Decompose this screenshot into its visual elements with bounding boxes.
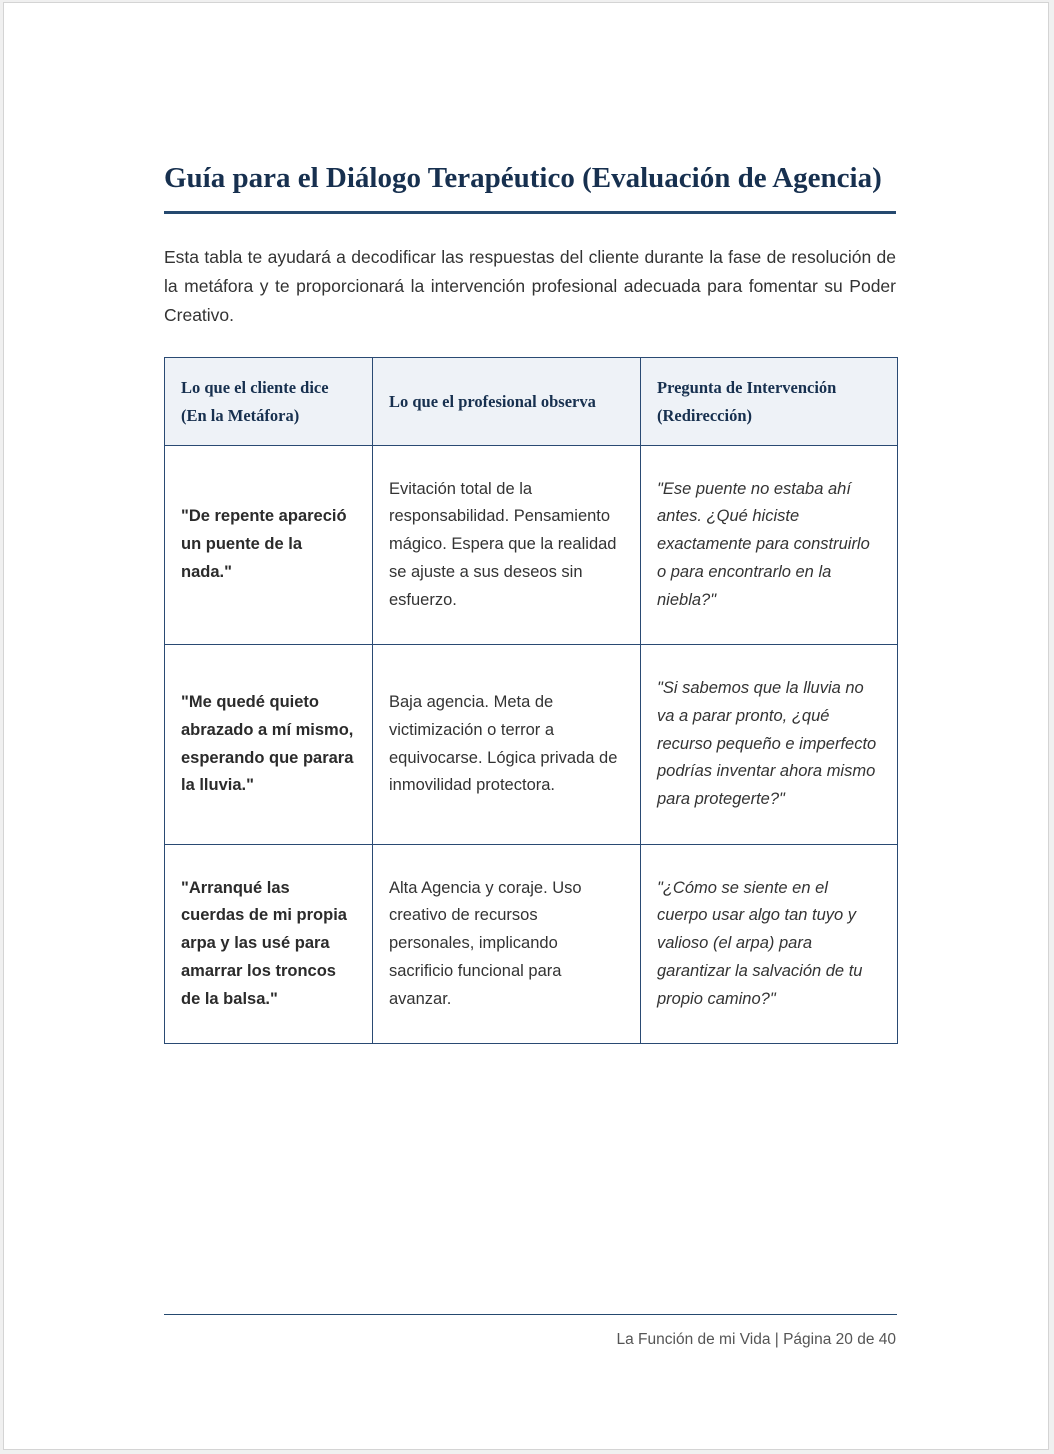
page-content xyxy=(164,157,896,1044)
page-footer: La Función de mi Vida | Página 20 de 40 xyxy=(616,1331,896,1348)
page-title: Guía para el Diálogo Terapéutico (Evaluación de Agencia) xyxy=(164,157,896,214)
professional-observes-cell: Alta Agencia y coraje. Uso creativo de recursos personales, implicando sacrificio funcional para avanzar. xyxy=(373,845,641,1044)
intro-paragraph: Esta tabla te ayudará a decodificar las respuestas del cliente durante la fase de resolución de la metáfora y te proporcionará la intervención profesional adecuada para fomentar su Poder Creativo. xyxy=(164,247,896,325)
header-intervention-question: Pregunta de Intervención (Redirección) xyxy=(641,358,898,446)
intervention-question-cell: "¿Cómo se siente en el cuerpo usar algo tan tuyo y valioso (el arpa) para garantizar la salvación de tu propio camino?" xyxy=(641,845,898,1044)
client-says-cell: "Me quedé quieto abrazado a mí mismo, esperando que parara la lluvia." xyxy=(165,645,373,845)
professional-observes-cell: Baja agencia. Meta de victimización o terror a equivocarse. Lógica privada de inmovilidad protectora. xyxy=(373,645,641,845)
table-header-row xyxy=(165,358,898,446)
intervention-question-cell: "Ese puente no estaba ahí antes. ¿Qué hiciste exactamente para construirlo o para encontrarlo en la niebla?" xyxy=(641,446,898,645)
footer-divider xyxy=(164,1314,897,1315)
header-client-says: Lo que el cliente dice (En la Metáfora) xyxy=(165,358,373,446)
intervention-question-cell: "Si sabemos que la lluvia no va a parar pronto, ¿qué recurso pequeño e imperfecto podrías inventar ahora mismo para protegerte?" xyxy=(641,645,898,845)
table-row xyxy=(165,446,898,645)
client-says-cell: "De repente apareció un puente de la nada." xyxy=(165,446,373,645)
document-page xyxy=(3,2,1049,1450)
dialogue-guide-table xyxy=(164,357,898,1044)
header-professional-observes: Lo que el profesional observa xyxy=(373,358,641,446)
professional-observes-cell: Evitación total de la responsabilidad. Pensamiento mágico. Espera que la realidad se ajuste a sus deseos sin esfuerzo. xyxy=(373,446,641,645)
table-row xyxy=(165,645,898,845)
client-says-cell: "Arranqué las cuerdas de mi propia arpa y las usé para amarrar los troncos de la balsa." xyxy=(165,845,373,1044)
table-row xyxy=(165,845,898,1044)
